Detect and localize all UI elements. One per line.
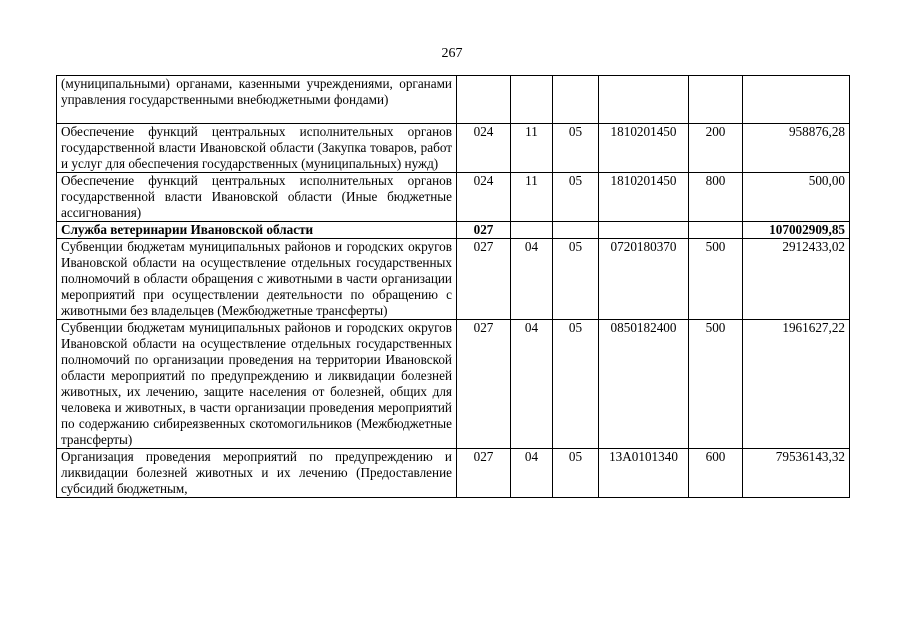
expense-type-code: 800 [689,173,743,222]
row-description: Служба ветеринарии Ивановской области [57,222,457,239]
row-description: Субвенции бюджетам муниципальных районов и городских округов Ивановской области на осуществление отдельных государственных полномочий в области обращения с животными в части организации мероприятий при осуществлении деятельности по обращению с животными без владельцев (Межбюджетные трансферты) [57,239,457,320]
target-article-code [599,76,689,124]
expense-type-code: 200 [689,124,743,173]
target-article-code: 1810201450 [599,124,689,173]
section-code: 04 [511,239,553,320]
ministry-code: 027 [457,449,511,498]
table-row [57,239,850,320]
subsection-code: 05 [553,239,599,320]
amount: 1961627,22 [743,320,850,449]
expense-type-code [689,222,743,239]
section-code: 04 [511,449,553,498]
table-row [57,76,850,124]
expense-type-code [689,76,743,124]
amount: 2912433,02 [743,239,850,320]
budget-table [56,75,850,498]
ministry-code: 024 [457,124,511,173]
table-row [57,173,850,222]
table-row [57,449,850,498]
subsection-code: 05 [553,173,599,222]
expense-type-code: 500 [689,239,743,320]
page-number: 267 [441,46,463,61]
target-article-code: 13А0101340 [599,449,689,498]
amount: 958876,28 [743,124,850,173]
section-code: 04 [511,320,553,449]
row-description: Организация проведения мероприятий по предупреждению и ликвидации болезней животных и их лечению (Предоставление субсидий бюджетным, [57,449,457,498]
expense-type-code: 500 [689,320,743,449]
amount: 79536143,32 [743,449,850,498]
subsection-code: 05 [553,320,599,449]
subsection-code: 05 [553,449,599,498]
amount: 107002909,85 [743,222,850,239]
target-article-code: 0720180370 [599,239,689,320]
amount: 500,00 [743,173,850,222]
table-row [57,320,850,449]
ministry-code: 027 [457,320,511,449]
section-code [511,76,553,124]
expense-type-code: 600 [689,449,743,498]
row-description: (муниципальными) органами, казенными учреждениями, органами управления государственными внебюджетными фондами) [57,76,457,124]
amount [743,76,850,124]
table-row-section-header [57,222,850,239]
ministry-code: 027 [457,239,511,320]
section-code: 11 [511,124,553,173]
row-description: Обеспечение функций центральных исполнительных органов государственной власти Ивановской области (Иные бюджетные ассигнования) [57,173,457,222]
target-article-code [599,222,689,239]
ministry-code [457,76,511,124]
section-code: 11 [511,173,553,222]
subsection-code [553,76,599,124]
table-row [57,124,850,173]
row-description: Субвенции бюджетам муниципальных районов и городских округов Ивановской области на осуществление отдельных государственных полномочий по организации проведения на территории Ивановской области мероприятий по предупреждению и ликвидации болезней животных, их лечению, защите населения от болезней, общих для человека и животных, в части организации проведения мероприятий по содержанию сибиреязвенных скотомогильников (Межбюджетные трансферты) [57,320,457,449]
target-article-code: 0850182400 [599,320,689,449]
ministry-code: 024 [457,173,511,222]
section-code [511,222,553,239]
subsection-code: 05 [553,124,599,173]
row-description: Обеспечение функций центральных исполнительных органов государственной власти Ивановской области (Закупка товаров, работ и услуг для обеспечения государственных (муниципальных) нужд) [57,124,457,173]
subsection-code [553,222,599,239]
ministry-code: 027 [457,222,511,239]
target-article-code: 1810201450 [599,173,689,222]
